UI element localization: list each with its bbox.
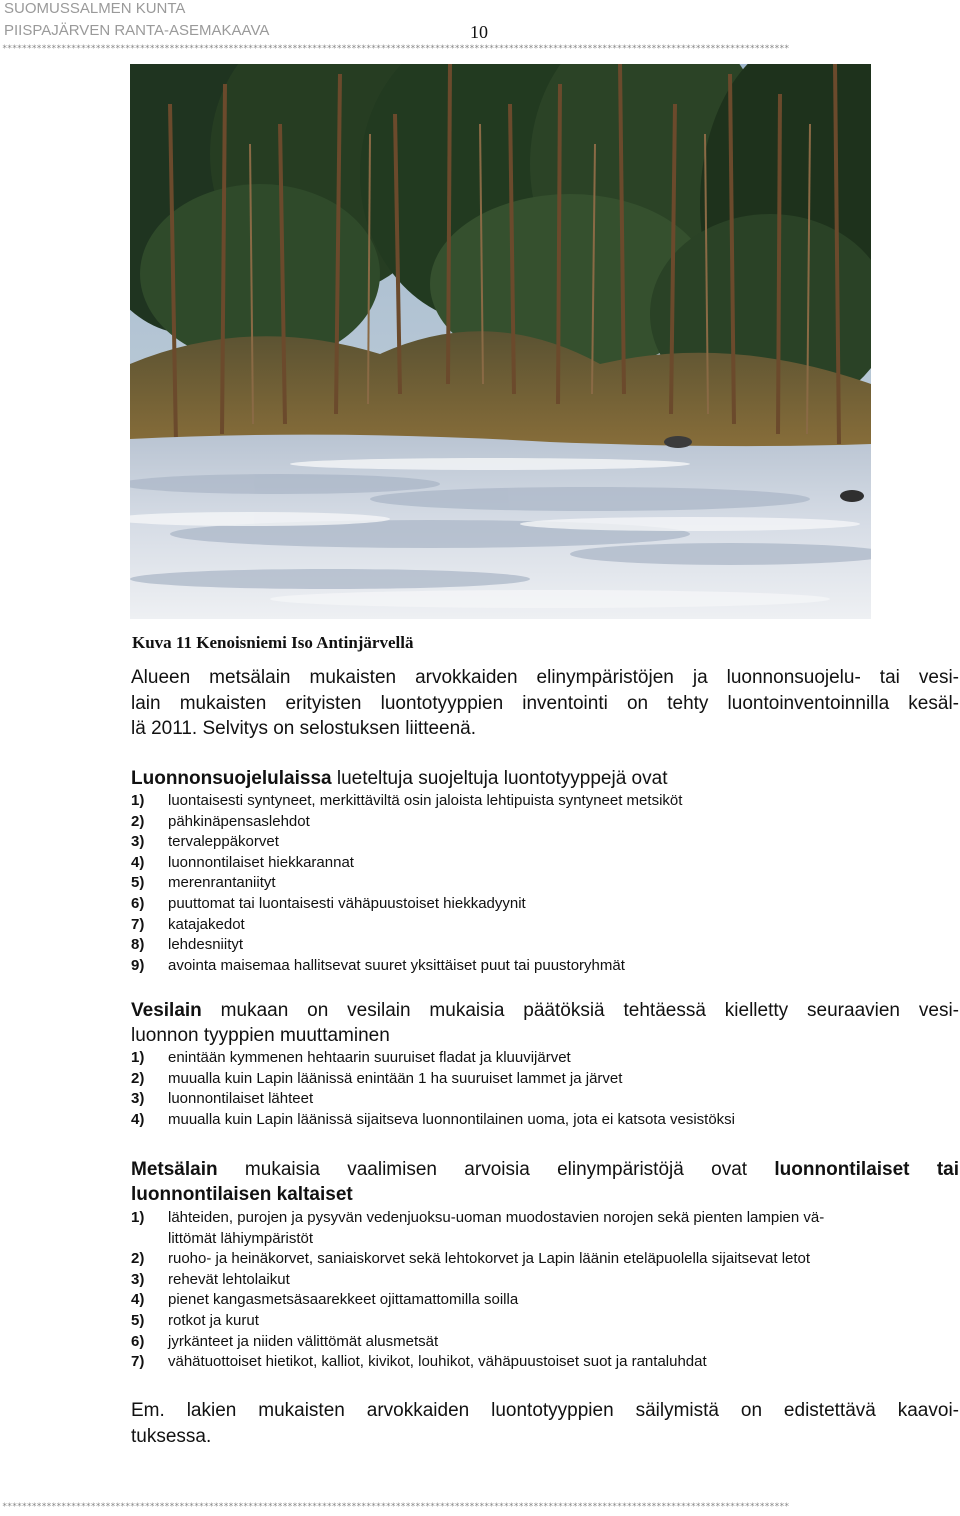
list-number: 1) (131, 1209, 145, 1226)
list-text: rotkot ja kurut (168, 1311, 259, 1329)
header-separator: **************************************************************************************************************************************************************** (2, 44, 789, 54)
list-text: katajakedot (168, 915, 245, 933)
list-number: 1) (131, 1049, 145, 1066)
list-item (131, 873, 959, 894)
intro-paragraph (131, 665, 959, 742)
list-item (131, 1311, 959, 1332)
list-number: 6) (131, 894, 145, 912)
document-title: PIISPAJÄRVEN RANTA-ASEMAKAAVA (4, 22, 270, 39)
water-act-list (131, 1048, 959, 1130)
list-item (131, 1249, 959, 1270)
list-item (131, 791, 959, 812)
list-item (131, 1332, 959, 1353)
forest-act-heading-bold: Metsälain (131, 1159, 218, 1180)
list-item (131, 1048, 959, 1069)
list-number: 8) (131, 936, 145, 954)
list-number: 4) (131, 1110, 145, 1128)
list-text: ruoho- ja heinäkorvet, saniaiskorvet sekä lehtokorvet ja Lapin läänin eteläpuolella sijaitsevat letot (168, 1250, 811, 1268)
forest-act-heading-bold-end: luonnontilaiset tai (774, 1159, 959, 1180)
list-number: 6) (131, 1332, 145, 1350)
list-number: 4) (131, 853, 145, 871)
closing-line: tuksessa. (131, 1425, 212, 1447)
list-text-continuation: littömät lähiympäristöt (168, 1229, 314, 1247)
footer-separator: **************************************************************************************************************************************************************** (2, 1502, 789, 1512)
list-item (131, 832, 959, 853)
list-item (131, 1208, 959, 1249)
list-item (131, 1270, 959, 1291)
closing-paragraph (131, 1398, 959, 1449)
intro-line: lä 2011. Selvitys on selostuksen liitteenä. (131, 718, 477, 739)
list-number: 2) (131, 1069, 145, 1087)
list-text: avointa maisemaa hallitsevat suuret yksittäiset puut tai puustoryhmät (168, 956, 625, 974)
list-number: 4) (131, 1291, 145, 1309)
nature-act-heading (131, 766, 959, 791)
list-text: merenrantaniityt (168, 874, 276, 892)
list-item (131, 1290, 959, 1311)
list-number: 2) (131, 1250, 145, 1268)
forest-act-heading-text: mukaisia vaalimisen arvoisia elinympäristöjä ovat (217, 1159, 775, 1180)
list-item (131, 1069, 959, 1090)
water-act-heading-bold: Vesilain (131, 1000, 202, 1021)
list-number: 5) (131, 874, 145, 892)
list-text: luonnontilaiset lähteet (168, 1090, 314, 1108)
list-text: pienet kangasmetsäsaarekkeet ojittamattomilla soilla (168, 1291, 519, 1309)
intro-line: lain mukaisten erityisten luontotyyppien inventointi on tehty luontoinventoinnilla kesäl- (131, 692, 959, 714)
list-text: lehdesniityt (168, 936, 244, 954)
list-text: rehevät lehtolaikut (168, 1270, 290, 1288)
page-number: 10 (470, 22, 488, 42)
water-act-heading-text: mukaan on vesilain mukaisia päätöksiä tehtäessä kielletty seuraavien vesi- (201, 1000, 959, 1021)
list-text: jyrkänteet ja niiden välittömät alusmetsät (168, 1332, 439, 1350)
list-number: 3) (131, 833, 145, 851)
organization-name: SUOMUSSALMEN KUNTA (4, 0, 186, 17)
list-number: 9) (131, 956, 145, 974)
list-text: vähätuottoiset hietikot, kalliot, kivikot, louhikot, vähäpuustoiset suot ja rantaluhdat (168, 1353, 707, 1371)
list-item (131, 1089, 959, 1110)
list-number: 3) (131, 1090, 145, 1108)
list-number: 7) (131, 915, 145, 933)
list-number: 1) (131, 792, 145, 809)
figure-caption: Kuva 11 Kenoisniemi Iso Antinjärvellä (132, 633, 414, 652)
nature-act-heading-text: lueteltuja suojeltuja luontotyyppejä ovat (331, 768, 668, 789)
list-text: luontaisesti syntyneet, merkittäviltä osin jaloista lehtipuista syntyneet metsiköt (168, 792, 683, 809)
list-text: muualla kuin Lapin läänissä enintään 1 ha suuruiset lammet ja järvet (168, 1069, 623, 1087)
water-act-heading-line2: luonnon tyyppien muuttaminen (131, 1025, 390, 1046)
list-number: 2) (131, 812, 145, 830)
list-text: puuttomat tai luontaisesti vähäpuustoiset hiekkadyynit (168, 894, 526, 912)
list-item (131, 1110, 959, 1131)
list-text: tervaleppäkorvet (168, 833, 279, 851)
list-item (131, 894, 959, 915)
nature-act-list (131, 791, 959, 976)
list-number: 3) (131, 1270, 145, 1288)
forest-act-heading-line2: luonnontilaisen kaltaiset (131, 1184, 353, 1205)
lake-forest-photo (130, 64, 871, 619)
list-number: 7) (131, 1353, 145, 1371)
forest-act-list (131, 1208, 959, 1373)
nature-act-heading-bold: Luonnonsuojelulaissa (131, 768, 332, 789)
water-act-heading (131, 998, 959, 1048)
intro-line: Alueen metsälain mukaisten arvokkaiden elinympäristöjen ja luonnonsuojelu- tai vesi- (131, 667, 959, 688)
list-item (131, 853, 959, 874)
list-item (131, 935, 959, 956)
list-text: lähteiden, purojen ja pysyvän vedenjuoksu-uoman muodostavien norojen sekä pienten lampien vä- (168, 1209, 825, 1226)
list-item (131, 812, 959, 833)
list-item (131, 915, 959, 936)
list-item (131, 1352, 959, 1373)
closing-line: Em. lakien mukaisten arvokkaiden luontotyyppien säilymistä on edistettävä kaavoi- (131, 1400, 959, 1421)
list-text: luonnontilaiset hiekkarannat (168, 853, 354, 871)
list-text: enintään kymmenen hehtaarin suuruiset fladat ja kluuvijärvet (168, 1049, 571, 1066)
list-number: 5) (131, 1311, 145, 1329)
list-text: muualla kuin Lapin läänissä sijaitseva luonnontilainen uoma, jota ei katsota vesistöksi (168, 1110, 735, 1128)
forest-act-heading (131, 1157, 959, 1207)
list-text: pähkinäpensaslehdot (168, 812, 310, 830)
list-item (131, 956, 959, 977)
